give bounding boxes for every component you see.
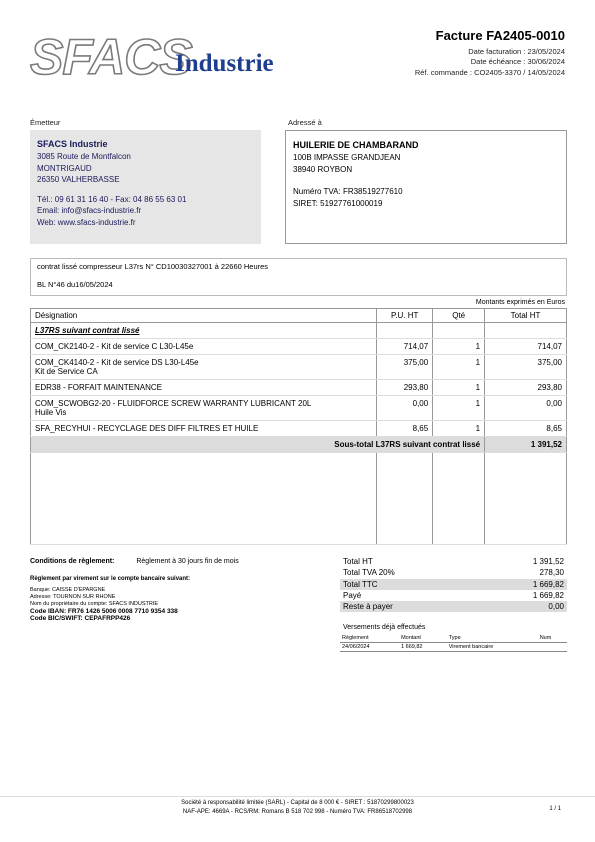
item-total: 375,00 [485, 355, 567, 380]
bank-address: Adresse: TOURNON SUR RHONE [30, 594, 116, 600]
item-total: 8,65 [485, 421, 567, 437]
payments-col-header: Num [538, 634, 567, 643]
total-tva-row [340, 567, 567, 578]
item-qty: 1 [433, 355, 485, 380]
reference-box [30, 258, 567, 296]
bic: Code BIC/SWIFT: CEPAFRPP426 [30, 615, 131, 622]
invoice-title: Facture FA2405-0010 [435, 28, 565, 43]
iban: Code IBAN: FR76 1426 5006 0008 7710 9354 338 [30, 608, 178, 615]
payments-col-header: Type [447, 634, 538, 643]
emitter-box [30, 130, 261, 244]
account-owner: Nom du propriétaire du compte: SFACS INDUSTRIE [30, 601, 159, 607]
payments-col-header: Règlement [340, 634, 399, 643]
table-header-row [31, 309, 567, 323]
total-value: 1 391,52 [532, 557, 564, 566]
total-label: Total HT [343, 557, 373, 566]
item-qty: 1 [433, 396, 485, 421]
subtotal-value: 1 391,52 [485, 437, 567, 453]
emitter-label: Émetteur [30, 118, 61, 127]
emitter-address-line: MONTRIGAUD [37, 163, 92, 173]
section-row [31, 323, 567, 339]
total-value: 1 669,82 [532, 590, 564, 600]
payment-terms-value: Règlement à 30 jours fin de mois [136, 558, 239, 565]
emitter-email: Email: info@sfacs-industrie.fr [37, 206, 142, 215]
item-description: Huile Vis [35, 408, 67, 417]
recipient-tva: Numéro TVA: FR38519277610 [293, 187, 403, 196]
item-unit-price: 714,07 [377, 339, 433, 355]
item-description: Kit de Service CA [35, 367, 98, 376]
page-number: 1 / 1 [549, 806, 561, 812]
total-ht-row [340, 556, 567, 567]
item-total: 293,80 [485, 380, 567, 396]
payments-title: Versements déjà effectués [343, 624, 426, 631]
table-row [31, 355, 567, 380]
delivery-note-line: BL N°46 du16/05/2024 [37, 280, 113, 289]
total-label: Total TTC [343, 579, 378, 589]
table-row [31, 396, 567, 421]
payment-row [340, 643, 567, 652]
item-total: 714,07 [485, 339, 567, 355]
col-header-total: Total HT [485, 309, 567, 323]
items-table [30, 308, 567, 545]
payment-type: Virement bancaire [447, 643, 538, 652]
payment-amount: 1 669,82 [399, 643, 447, 652]
item-designation: COM_SCWOBG2-20 - FLUIDFORCE SCREW WARRANTY LUBRICANT 20L [35, 399, 312, 408]
recipient-siret: SIRET: 51927761000019 [293, 198, 383, 208]
due-date: Date échéance : 30/06/2024 [470, 57, 565, 67]
emitter-address-line: 26350 VALHERBASSE [37, 175, 120, 184]
company-logo [30, 30, 290, 90]
total-label: Payé [343, 590, 362, 600]
empty-row [31, 453, 567, 545]
recipient-address-line: 100B IMPASSE GRANDJEAN [293, 153, 401, 162]
payments-header-row [340, 634, 567, 643]
item-total: 0,00 [485, 396, 567, 421]
footer-line: NAF-APE: 4669A - RCS/RM: Romans B 518 702 998 - Numéro TVA: FR86518702998 [182, 808, 413, 815]
item-unit-price: 293,80 [377, 380, 433, 396]
section-title: L37RS suivant contrat lissé [31, 323, 377, 339]
item-qty: 1 [433, 339, 485, 355]
total-value: 1 669,82 [532, 579, 564, 589]
col-header-unit-price: P.U. HT [377, 309, 433, 323]
total-ttc-row [340, 579, 567, 590]
totals-block [340, 556, 567, 612]
order-ref: Réf. commande : CO2405-3370 / 14/05/2024 [414, 67, 565, 77]
footer [0, 796, 595, 816]
item-designation: SFA_RECYHUI - RECYCLAGE DES DIFF FILTRES ET HUILE [31, 421, 377, 437]
logo-main-text: SFACS [30, 29, 192, 85]
col-header-qty: Qté [433, 309, 485, 323]
recipient-label: Adressé à [288, 118, 322, 127]
subtotal-label: Sous-total L37RS suivant contrat lissé [31, 437, 485, 453]
bank-title: Règlement par virement sur le compte bancaire suivant: [30, 576, 191, 582]
remaining-row [340, 601, 567, 612]
payment-date: 24/06/2024 [340, 643, 399, 652]
item-designation: COM_CK4140-2 - Kit de service DS L30-L45e [35, 358, 199, 367]
item-unit-price: 8,65 [377, 421, 433, 437]
payment-terms [30, 558, 239, 565]
emitter-name: SFACS Industrie [37, 139, 108, 149]
reference-line: contrat lissé compresseur L37rs N° CD10030327001 à 22660 Heures [37, 262, 269, 271]
emitter-phone: Tél.: 09 61 31 16 40 - Fax: 04 86 55 63 01 [37, 194, 187, 204]
total-label: Reste à payer [343, 602, 393, 612]
currency-note: Montants exprimés en Euros [475, 299, 565, 306]
item-designation: EDR38 - FORFAIT MAINTENANCE [31, 380, 377, 396]
bank-name: Banque: CAISSE D'EPARGNE [30, 587, 106, 593]
table-row [31, 380, 567, 396]
emitter-address-line: 3085 Route de Montfalcon [37, 152, 131, 161]
invoice-meta [415, 47, 565, 78]
col-header-designation: Désignation [31, 309, 377, 323]
payments-col-header: Montant [399, 634, 447, 643]
total-value: 278,30 [539, 568, 564, 578]
table-row [31, 339, 567, 355]
invoice-date: Date facturation : 23/05/2024 [468, 47, 565, 56]
total-label: Total TVA 20% [343, 568, 395, 578]
item-unit-price: 375,00 [377, 355, 433, 380]
item-qty: 1 [433, 421, 485, 437]
item-qty: 1 [433, 380, 485, 396]
bank-details [30, 587, 178, 622]
logo-sub-text: Industrie [175, 50, 274, 77]
payment-num [538, 643, 567, 652]
footer-line: Société à responsabilité limitée (SARL) - Capital de 8 000 € - SIRET : 51870299800023 [181, 800, 414, 806]
payments-table [340, 634, 567, 652]
emitter-web: Web: www.sfacs-industrie.fr [37, 217, 136, 227]
total-value: 0,00 [548, 602, 564, 612]
item-designation: COM_CK2140-2 - Kit de service C L30-L45e [31, 339, 377, 355]
paid-row [340, 590, 567, 601]
item-unit-price: 0,00 [377, 396, 433, 421]
recipient-name: HUILERIE DE CHAMBARAND [293, 140, 419, 150]
recipient-address-line: 38940 ROYBON [293, 164, 353, 174]
recipient-box [285, 130, 567, 244]
subtotal-row [31, 437, 567, 453]
payment-terms-label: Conditions de règlement: [30, 558, 115, 565]
table-row [31, 421, 567, 437]
